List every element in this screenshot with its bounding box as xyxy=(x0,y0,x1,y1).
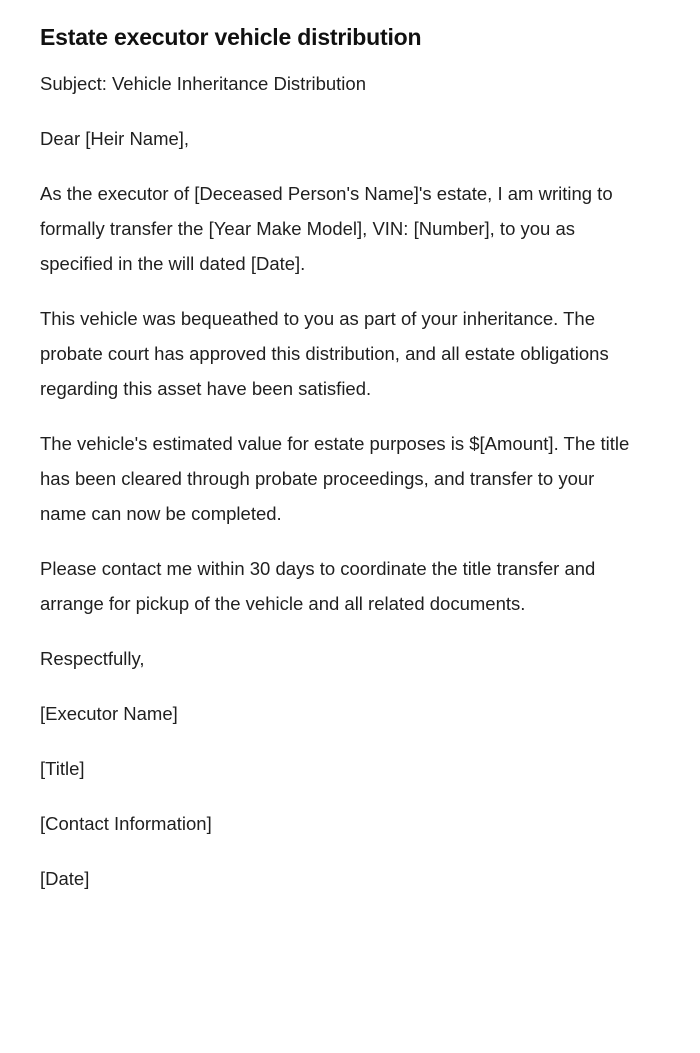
body-paragraph-3: The vehicle's estimated value for estate purposes is $[Amount]. The title has been cleared through probate proceedings, and transfer to your name can now be completed. xyxy=(40,433,630,524)
signature-contact-information: [Contact Information] xyxy=(40,813,212,834)
salutation: Dear [Heir Name], xyxy=(40,128,190,149)
signature-executor-name: [Executor Name] xyxy=(40,703,178,724)
subject-line: Subject: Vehicle Inheritance Distribution xyxy=(40,73,366,94)
closing-line: Respectfully, xyxy=(40,648,145,669)
body-paragraph-2: This vehicle was bequeathed to you as part of your inheritance. The probate court has approved this distribution, and all estate obligations regarding this asset have been satisfied. xyxy=(40,308,609,399)
page-title: Estate executor vehicle distribution xyxy=(40,24,422,50)
body-paragraph-4: Please contact me within 30 days to coordinate the title transfer and arrange for pickup of the vehicle and all related documents. xyxy=(40,558,596,614)
signature-date: [Date] xyxy=(40,868,90,889)
signature-title: [Title] xyxy=(40,758,85,779)
body-paragraph-1: As the executor of [Deceased Person's Name]'s estate, I am writing to formally transfer the [Year Make Model], VIN: [Number], to you as specified in the will dated [Date]. xyxy=(40,183,613,274)
